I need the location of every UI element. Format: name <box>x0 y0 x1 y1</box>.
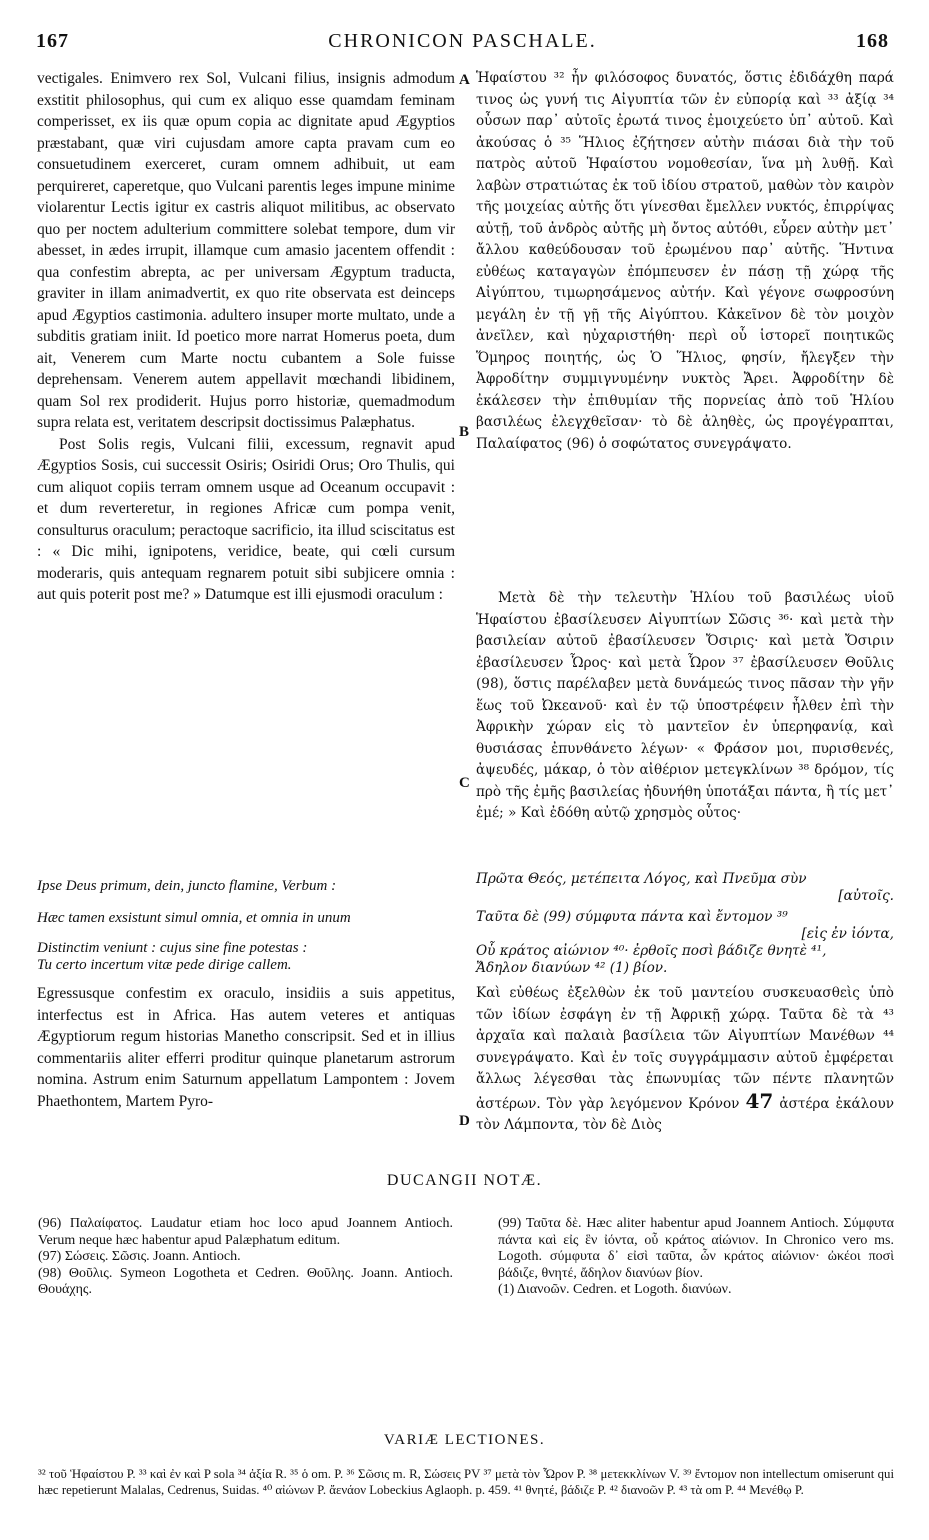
running-title: CHRONICON PASCHALE. <box>328 30 597 52</box>
verse-line: Hæc tamen exsistunt simul omnia, et omnia in unum <box>37 910 351 926</box>
note-item: (99) Ταῦτα δὲ. Hæc aliter habentur apud Joannem Antioch. Σύμφυτα πάντα καὶ εἰς ἓν ἰόντα, οὗ κράτος αἰώνιον. In Chronico vero ms. Logoth. σύμφυτα δ᾽ εἰσὶ ταῦτα, ὧν κράτος αἰώνιον· ὠκέοι ποσὶ βάδιζε, θνητέ, ἄδηλον διανύων βίον. <box>498 1216 894 1281</box>
latin-oracle-verse <box>37 876 455 974</box>
verse-line: [αὐτοῖς. <box>838 888 894 904</box>
notes-right-column <box>498 1216 894 1299</box>
margin-marker-a: A <box>459 72 470 88</box>
verse-line: Tu certo incertum vitæ pede dirige callem. <box>37 957 292 973</box>
greek-column <box>476 68 894 455</box>
greek-column-2 <box>476 588 894 825</box>
variae-heading: VARIÆ LECTIONES. <box>383 1432 546 1448</box>
latin-column-end <box>37 983 455 1112</box>
greek-text: ἀστέρα ἐκάλουν τὸν Λάμποντα, τὸν δὲ Διὸς <box>476 1095 894 1133</box>
verse-line: Ipse Deus primum, dein, juncto flamine, Verbum : <box>37 878 337 894</box>
verse-line: Ἄδηλον διανύων ⁴² (1) βίον. <box>476 960 668 976</box>
note-item: (97) Σώσεις. Σῶσις. Joann. Antioch. <box>38 1249 241 1264</box>
notes-left-column <box>38 1216 453 1299</box>
greek-oracle-verse <box>476 871 894 977</box>
verse-line: Ταῦτα δὲ (99) σύμφυτα πάντα καὶ ἔντομον ³⁹ <box>476 909 788 925</box>
greek-paragraph: Ἡφαίστου ³² ἦν φιλόσοφος δυνατός, ὅστις ἐδιδάχθη παρά τινος ὡς γυνή τις Αἰγυπτία τῶν ἐν εὐπορίᾳ καὶ ³³ ἀξίᾳ ³⁴ οὖσων παρ᾽ αὐτοῖς ἐρωτά τινος ἐμοιχεύετο ὑπ᾽ αὐτοῦ. Καὶ ἀκούσας ὁ ³⁵ Ἥλιος ἐζήτησεν αὐτὴν πιάσαι διὰ τὴν τοῦ πατρὸς αὐτοῦ Ἡφαίστου νομοθεσίαν, ἵνα μὴ λυθῇ. Καὶ λαβὼν στρατιώτας ἐκ τοῦ ἰδίου στρατοῦ, μαθὼν τὸν καιρὸν τῆς μοιχείας αὐτῆς ὅτι γίνεσθαι ἔμελλεν νυκτός, ἐπιρρίψας αὐτῇ, τοῦ ἀνδρὸς αὐτῆς μὴ ὄντος αὐτόθι, εὗρεν αὐτὴν μετ᾽ ἄλλου καθεύδουσαν τοῦ ἐρωμένου παρ᾽ αὐτῆς. Ἥντινα εὐθέως καταγαγὼν ἐπόμπευσεν ἐν πάσῃ τῇ χώρᾳ τῆς Αἰγύπτου, τιμωρησάμενος αὐτήν. Καὶ γέγονε σωφροσύνη μεγάλη ἐν τῇ γῇ τῆς Αἰγύπτου. Κἀκεῖνον δὲ τὸν μοιχὸν ἀνεῖλεν, καὶ ηὐχαριστήθη· περὶ οὗ ἱστορεῖ ποιητικῶς Ὅμηρος ποιητής, ὡς Ὁ Ἥλιος, φησίν, ἤλεγξεν τὴν Ἀφροδίτην συμμιγνυμένην νυκτὸς Ἄρει. Ἀφροδίτην δὲ ἐκάλεσεν τὴν ἐπιθυμίαν τῆς πορνείας ἀπὸ τοῦ Ἡλίου βασιλέως ἐλεγχθεῖσαν· τὸ δὲ ἀληθὲς, ὡς προγέγραπται, Παλαίφατος (96) ὁ σοφώτατος συνεγράψατο. <box>476 70 894 452</box>
verse-line: Distinctim veniunt : cujus sine fine potestas : <box>37 940 308 956</box>
notes-heading: DUCANGII NOTÆ. <box>386 1172 543 1189</box>
note-item: (1) Διανοῶν. Cedren. et Logoth. διανύων. <box>498 1282 732 1297</box>
page-number-left: 167 <box>36 30 69 52</box>
greek-paragraph: Μετὰ δὲ τὴν τελευτὴν Ἡλίου τοῦ βασιλέως υἱοῦ Ἡφαίστου ἐβασίλευσεν Αἰγυπτίων Σῶσις ³⁶· καὶ μετὰ τὴν βασιλείαν αὐτοῦ ἐβασίλευσεν Ὄσιρις· καὶ μετὰ Ὄσιριν ἐβασίλευσεν Ὧρος· καὶ μετὰ Ὧρον ³⁷ ἐβασίλευσεν Θοῦλις (98), ὅστις παρέλαβεν μετὰ δυνάμεώς τινος πᾶσαν τὴν γῆν ἕως τοῦ Ὠκεανοῦ· καὶ ἐν τῷ ὑποστρέφειν ἦλθεν ἐπὶ τὴν Ἀφρικὴν χώραν εἰς τὸ μαντεῖον ἐν ὑπερηφανίᾳ, καὶ θυσιάσας ἐπυνθάνετο λέγων· « Φράσον μοι, πυρισθενές, ἀψευδές, μάκαρ, ὁ τὸν αἰθέριον μετεγκλίνων ³⁸ δρόμον, τίς πρὸ τῆς ἐμῆς βασιλείας ἠδυνήθη ὑποτάξαι πάντα, ἢ τίς μετ᾽ ἐμέ; » Καὶ ἐδόθη αὐτῷ χρησμὸς οὗτος· <box>476 590 894 821</box>
variae-lectiones <box>38 1467 894 1498</box>
verse-line: Οὗ κράτος αἰώνιον ⁴⁰· ἐρθοῖς ποσὶ βάδιζε θνητὲ ⁴¹, <box>476 943 827 959</box>
margin-marker-c: C <box>459 775 470 791</box>
note-item: (96) Παλαίφατος. Laudatur etiam hoc loco apud Joannem Antioch. Verum neque hæc habentur apud Palæphatum editum. <box>38 1216 453 1248</box>
verse-line: Πρῶτα Θεός, μετέπειτα Λόγος, καὶ Πνεῦμα σὺν <box>476 871 807 887</box>
greek-text: Καὶ εὐθέως ἐξελθὼν ἐκ τοῦ μαντείου συσκευασθεὶς ὑπὸ τῶν ἰδίων ἐσφάγη ἐν τῇ Ἀφρικῇ χώρᾳ. Ταῦτα δὲ τὰ ⁴³ ἀρχαῖα καὶ παλαιὰ βασίλεια τῶν Αἰγυπτίων Μανέθων ⁴⁴ συνεγράψατο. Καὶ ἐν τοῖς συγγράμμασιν αὐτοῦ ἐμφέρεται ἄλλως λέγεσθαι τὰς ἐπωνυμίας τῶν πέντε πλανητῶν ἀστέρων. Τὸν γὰρ λεγόμενον Κρόνον <box>476 985 894 1112</box>
running-header <box>36 30 889 58</box>
latin-paragraph: vectigales. Enimvero rex Sol, Vulcani filius, insignis admodum exstitit philosophus, qui cum ex aliquo esse quamdam feminam comperisset, ex iis quæ opum copia ac dignitate apud Ægyptios præstabant, quæ viri cujusdam amore capta pravam cum eo consuetudinem exerceret, curam omnem adhibuit, ut eam perquireret, caperetque, quo Vulcani parentis leges impune minime violarentur Lectis igitur ex castris aliquot militibus, ac observato quo per noctem adulterium committere solebat tempore, dum vir abesset, in ædes irrupit, illamque cum amasio jacentem offendit : qua confestim abrepta, ac per universam Ægyptum traducta, graviter in illam animadvertit, ex quo rite observata est deinceps apud Ægyptios castimonia. adultero insuper morte multato, unde a subditis gratiam iniit. Id poetico more narrat Homerus poeta, dum ait, Venerem cum Marte noctu cubantem a Sole fuisse deprehensam. Venerem autem appellavit mœchandi libidinem, quam Sol rex prodiderit. Hujus porro historiæ, quemadmodum supra relata est, veritatem descripsit doctissimus Palæphatus. <box>37 70 455 431</box>
verse-line: [εἰς ἐν ἰόντα, <box>801 926 894 942</box>
latin-paragraph: Post Solis regis, Vulcani filii, excessum, regnavit apud Ægyptios Sosis, cui successit Osiris; Osiridi Orus; Oro Thulis, qui cum aliquot copiis terram omnem usque ad Oceanum occupavit : et dum reverteretur, in regiones Africæ cum pompa venit, consulturus oraculum; peractoque sacrificio, ita illud sciscitatus est : « Dic mihi, ignipotens, veridice, beate, qui cœli cursum moderaris, quis antequam regnarem potuit sibi subjicere omnia : aut quis poterit post me? » Datumque est illi ejusmodi oraculum : <box>37 435 455 603</box>
note-item: (98) Θοῦλις. Symeon Logotheta et Cedren. Θοῦλης. Joann. Antioch. Θουάχης. <box>38 1265 453 1297</box>
margin-marker-b: B <box>459 424 470 440</box>
margin-marker-d: D <box>459 1113 470 1129</box>
signature-number: 47 <box>745 1088 774 1113</box>
page-number-right: 168 <box>856 30 889 52</box>
greek-column-end <box>476 983 894 1137</box>
greek-paragraph <box>476 983 894 1137</box>
latin-column <box>37 68 455 606</box>
latin-paragraph: Egressusque confestim ex oraculo, insidiis a suis appetitus, interfectus est in Africa. Has autem veteres et antiquas Ægyptiorum regum historias Manetho conscripsit. Sed et in illius commentariis aliter efferri proditur quinque planetarum astrorum nomina. Astrum enim Saturnum appellatum Lampontem : Jovem Phaethontem, Martem Pyro- <box>37 985 455 1110</box>
variae-text: ³² τοῦ Ἡφαίστου P. ³³ καὶ ἐν καὶ P sola ³⁴ ἀξία R. ³⁵ ὁ om. P. ³⁶ Σῶσις m. R, Σώσεις PV ³⁷ μετὰ τὸν Ὧρον P. ³⁸ μετεκκλίνων V. ³⁹ ἔντομον non intellectum omiserunt qui hæc repetierunt Malalas, Cedrenus, Suidas. ⁴⁰ αἰώνων P. ἄενάον Lobeckius Aglaoph. p. 459. ⁴¹ θνητέ, βάδιζε P. ⁴² διανοῶν P. ⁴³ τὰ om P. ⁴⁴ Μενέθῳ P. <box>38 1467 894 1497</box>
